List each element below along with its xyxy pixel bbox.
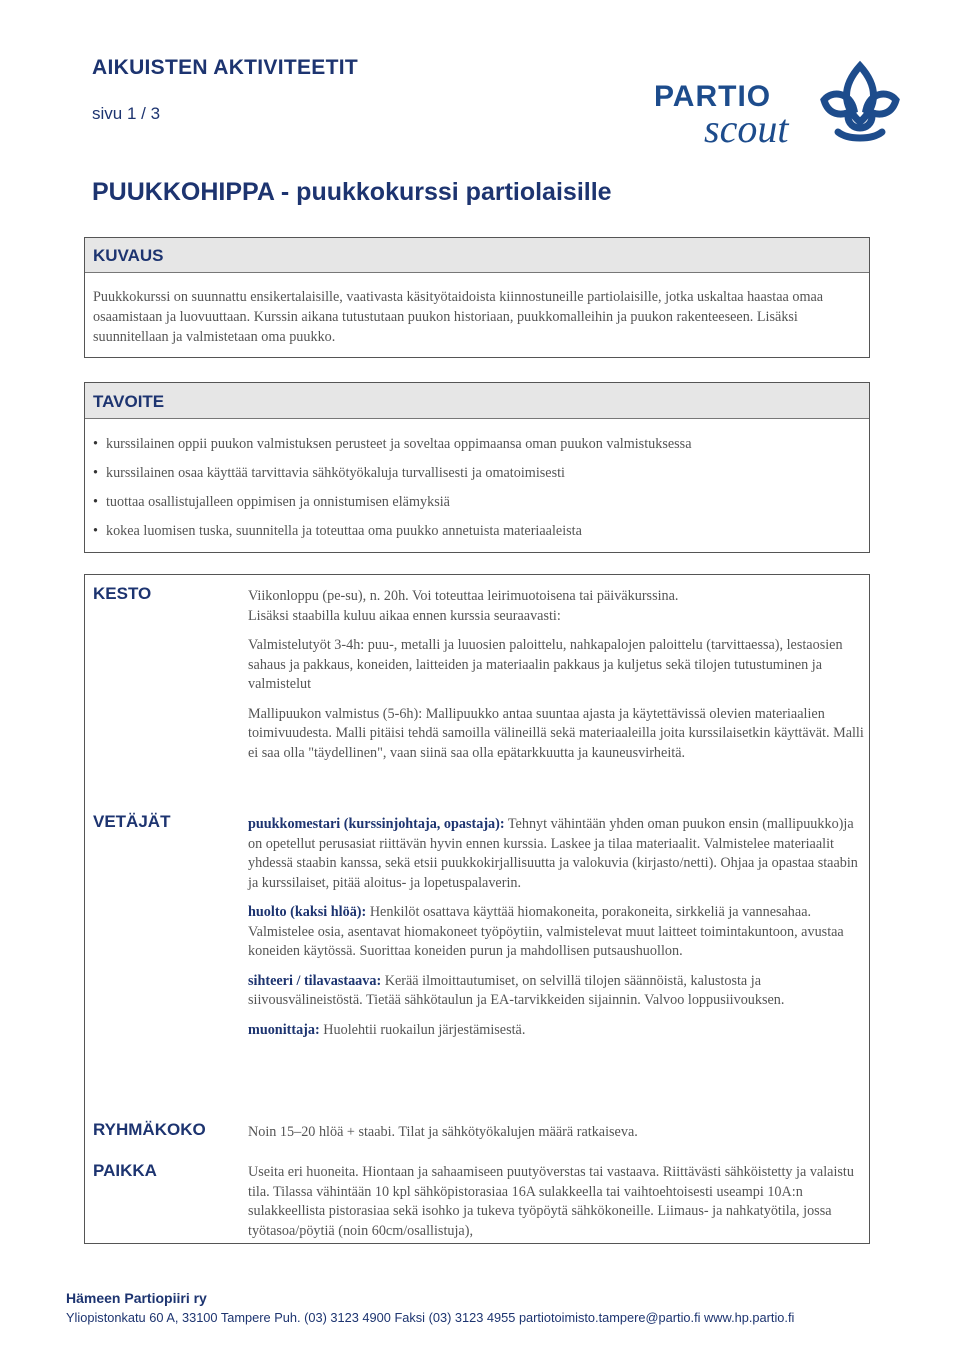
kesto-paragraph: Mallipuukon valmistus (5-6h): Mallipuukko antaa suuntaa ajasta ja käytettävissä olevien materiaalien toimivuudesta. Malli pitäisi tehdä samoilla välineillä sekä materiaaleilla joita kurssilaisetkin käyttävät. Malli ei saa olla "täydellinen", vaan siinä saa olla epätarkkuutta ja kauneusvirheitä. [248,705,864,761]
vetajat-heading: VETÄJÄT [93,812,171,831]
paikka-heading: PAIKKA [93,1161,157,1180]
vetaja-role-text: Henkilöt osattava käyttää hiomakoneita, porakoneita, sirkkeliä ja vannesahaa. Valmistelee osia, asentavat hiomakoneet työpöytiin, valmistelevat muut laitteet toimintakuntoon, avustaa koneiden käytössä. Suorittaa koneiden purun ja mahdollisen putsaushuollon. [248,904,844,959]
vetaja-role-title: muonittaja: [248,1021,320,1038]
header-title: AIKUISTEN AKTIVITEETIT [92,56,358,79]
kuvaus-header [85,238,869,273]
fleur-de-lis-icon [820,64,900,144]
vetaja-role-title: huolto (kaksi hlöä): [248,904,367,920]
vetaja-role-title: puukkomestari (kurssinjohtaja, opastaja): [248,816,505,832]
kesto-paragraph: Lisäksi staabilla kuluu aikaa ennen kurssia seuraavasti: [248,607,561,624]
document-title: PUUKKOHIPPA - puukkokurssi partiolaisille [92,178,612,206]
kesto-heading: KESTO [93,584,152,603]
vetaja-role [248,972,868,1011]
partio-scout-logo [652,56,912,156]
tavoite-item: • kurssilainen osaa käyttää tarvittavia sähkötyökaluja turvallisesti ja omatoimisesti [93,464,869,483]
tavoite-header [85,383,869,419]
footer [66,1290,794,1325]
footer-organization: Hämeen Partiopiiri ry [66,1290,207,1306]
ryhmakoko-heading: RYHMÄKOKO [93,1120,206,1139]
kesto-paragraph: Valmistelutyöt 3-4h: puu-, metalli ja luuosien paloittelu, nahkapalojen paloittelu (tarvittaessa), lestaosien sahaus ja pakkaus, koneiden, laitteiden ja materiaalin pakkaus ja kuljetus sekä tilojen tutustuminen ja valmistelut [248,637,843,692]
ryhmakoko-text: Noin 15–20 hlöä + staabi. Tilat ja sähkötyökalujen määrä ratkaiseva. [248,1124,638,1140]
vetaja-role-text: Tehnyt vähintään yhden oman puukon ensin (mallipuukko)ja on opetellut perusasiat riittävän hyvin ennen kurssia. Laskee ja tilaa materiaalit. Valmistelee materiaalit yhdessä staabin kanssa, sekä etsii puukkokirjallisuutta ja valokuvia (kirjasto/netti). Ohjaa ja opastaa staabin ja kurssilaiset, pitää aloitus- ja lopetuspalaverin. [248,816,858,891]
paikka-text: Useita eri huoneita. Hiontaan ja sahaamiseen puutyöverstas tai vastaava. Riittävästi sähköistetty ja valaistu tila. Tilassa vähintään 10 kpl sähköpistorasiaa 16A sulakkeella tai vaihtoehtoisesti useampi 10A:n sulakkeellista pistorasiaa sekä isohko ja tukeva työpöytä sähkökoneille. Liimaus- ja nahkatyötila, jossa työtasoa/pöytiä (noin 60cm/osallistuja), [248,1164,854,1239]
vetaja-role [248,1021,868,1041]
vetaja-role [248,815,868,893]
tavoite-item: • tuottaa osallistujalleen oppimisen ja onnistumisen elämyksiä [93,493,869,512]
tavoite-item: • kokea luomisen tuska, suunnitella ja toteuttaa oma puukko annetuista materiaaleista [93,522,869,541]
kesto-paragraph: Viikonloppu (pe-su), n. 20h. Voi toteuttaa leirimuotoisena tai päiväkurssina. [248,588,679,604]
tavoite-heading: TAVOITE [93,392,165,411]
vetaja-role-text: Kerää ilmoittautumiset, on selvillä tilojen säännöistä, kalustosta ja siivousvälineistöstä. Tietää sähkötaulun ja EA-tarvikkeiden sijainnin. Valvoo loppusiivouksen. [248,972,785,1008]
kuvaus-text: Puukkokurssi on suunnattu ensikertalaisille, vaativasta käsityötaidoista kiinnostuneille partiolaisille, jotka uskaltaa haastaa omaa osaamistaan ja luovuuttaan. Kurssin aikana tutustutaan puukon historiaan, puukkomalleihin ja puukon rakenteeseen. Lisäksi suunnitellaan ja valmistetaan oma puukko. [93,289,824,345]
logo-text-scout: scout [704,106,789,151]
kuvaus-section [84,237,870,358]
tavoite-item: • kurssilainen oppii puukon valmistuksen perusteet ja soveltaa oppimaansa oman puukon valmistuksessa [93,435,869,454]
tavoite-list [85,419,869,541]
vetaja-role-text: Huolehtii ruokailun järjestämisestä. [319,1021,526,1038]
vetaja-role-title: sihteeri / tilavastaava: [248,972,382,989]
page-number: sivu 1 / 3 [92,104,161,123]
footer-address: Yliopistonkatu 60 A, 33100 Tampere Puh. (03) 3123 4900 Faksi (03) 3123 4955 partiotoimisto.tampere@partio.fi www.hp.partio.fi [66,1310,795,1325]
details-section [84,574,870,1244]
kesto-content [248,587,868,773]
vetaja-role [248,903,868,962]
partio-scout-logo-graphic [652,56,912,156]
logo-text-partio: PARTIO [654,80,772,113]
tavoite-section [84,382,870,553]
vetajat-content [248,815,868,1050]
kuvaus-heading: KUVAUS [93,246,164,265]
